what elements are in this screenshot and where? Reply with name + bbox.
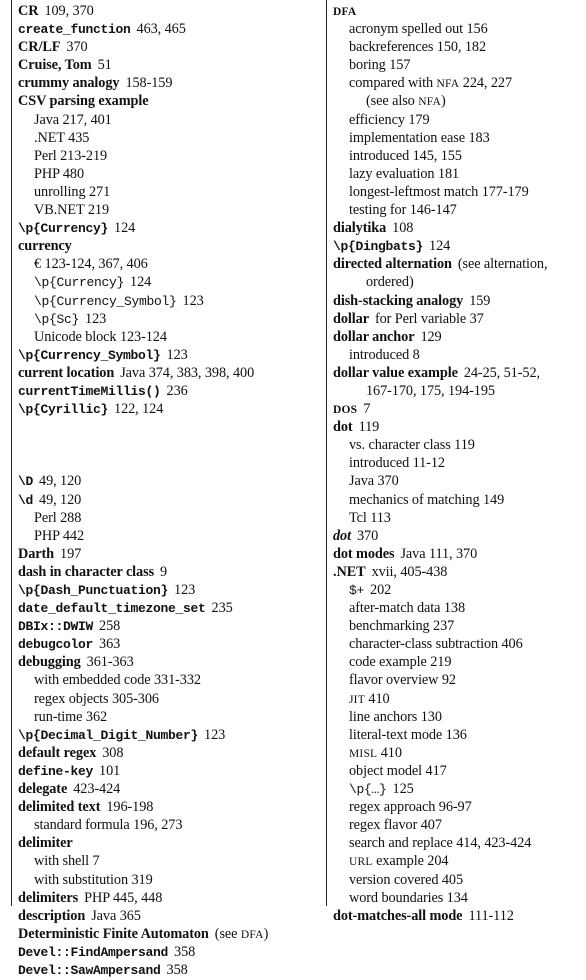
entry-text: 463, 465 [136, 21, 186, 38]
entry-text: delimiters [18, 889, 79, 906]
index-entry [18, 726, 322, 744]
index-column-left [18, 2, 322, 979]
entry-text: 111-112 [468, 907, 514, 924]
entry-text: word boundaries 134 [349, 889, 468, 906]
index-subentry [333, 798, 583, 816]
entry-text: Devel::FindAmpersand [18, 944, 169, 960]
entry-text: 361-363 [86, 654, 134, 671]
index-column-right [333, 2, 583, 925]
entry-text: efficiency 179 [349, 111, 430, 128]
index-subentry [333, 436, 583, 454]
entry-text: dot [333, 527, 351, 544]
entry-text: 358 [166, 961, 188, 978]
entry-text: Perl 288 [34, 509, 82, 526]
entry-text: 108 [392, 220, 414, 237]
entry-text: ) [263, 925, 269, 942]
entry-text: xvii, 405-438 [371, 563, 448, 580]
entry-text: 258 [99, 618, 121, 635]
entry-text: 124 [114, 220, 136, 237]
index-subentry [333, 382, 583, 400]
entry-text: 109, 370 [44, 3, 94, 19]
entry-text: example 204 [372, 853, 449, 870]
index-subentry [333, 201, 583, 219]
index-subentry [333, 635, 583, 653]
entry-text: dollar value example [333, 364, 458, 381]
index-entry [18, 364, 322, 382]
entry-text: VB.NET 219 [34, 202, 109, 219]
entry-text: delegate [18, 781, 68, 798]
entry-text: introduced 145, 155 [349, 147, 462, 164]
entry-text: currentTimeMillis() [18, 383, 161, 399]
spacer-line [18, 454, 322, 472]
entry-text: with shell 7 [34, 853, 100, 870]
entry-text: directed alternation [333, 256, 452, 273]
entry-text: .NET [333, 563, 366, 580]
index-subentry [333, 183, 583, 201]
entry-text: regex flavor 407 [349, 817, 442, 834]
entry-text: 159 [469, 292, 491, 309]
index-entry [18, 2, 322, 20]
entry-text: code example 219 [349, 654, 452, 671]
entry-text: € 123-124, 367, 406 [34, 256, 148, 273]
entry-text: DFA [240, 928, 264, 941]
entry-text: standard formula 196, 273 [34, 817, 183, 834]
entry-text: (see alternation, [457, 256, 548, 273]
index-subentry [333, 889, 583, 907]
index-subentry [333, 871, 583, 889]
index-entry [333, 237, 583, 255]
entry-text: \p{Dingbats} [333, 239, 424, 255]
entry-text: \p{Sc} [34, 311, 80, 327]
entry-text: Darth [18, 545, 55, 562]
index-entry [333, 545, 583, 563]
entry-text: 101 [99, 762, 121, 779]
entry-text: JIT [349, 693, 365, 706]
entry-text: Java 374, 383, 398, 400 [120, 364, 255, 381]
entry-text: 123 [204, 726, 226, 743]
entry-text: create_function [18, 22, 131, 38]
index-entry [18, 581, 322, 599]
index-subentry [18, 201, 322, 219]
entry-text: Java 217, 401 [34, 111, 112, 128]
entry-text: currency [18, 238, 72, 255]
entry-text: version covered 405 [349, 871, 464, 888]
entry-text: Perl 213-219 [34, 147, 108, 164]
entry-text: Deterministic Finite Automaton [18, 925, 209, 942]
index-entry [18, 346, 322, 364]
entry-text: default regex [18, 744, 97, 761]
entry-text: 49, 120 [39, 473, 82, 490]
entry-text: 370 [356, 527, 379, 544]
index-subentry [333, 346, 583, 364]
entry-text: CSV parsing example [18, 93, 149, 110]
index-entry [18, 943, 322, 961]
index-subentry [18, 328, 322, 346]
entry-text: Tcl 113 [349, 509, 391, 526]
entry-text: \p{Decimal_Digit_Number} [18, 727, 199, 743]
index-entry [18, 744, 322, 762]
index-subentry [18, 255, 322, 273]
entry-text: 24-25, 51-52, [463, 364, 540, 381]
entry-text: crummy analogy [18, 75, 120, 92]
index-subentry [18, 509, 322, 527]
index-subentry [18, 871, 322, 889]
entry-text: \p{Cyrillic} [18, 402, 109, 418]
entry-text: NFA [436, 78, 460, 91]
entry-text: 197 [60, 545, 82, 562]
entry-text: dialytika [333, 220, 387, 237]
entry-text: Cruise, Tom [18, 57, 92, 74]
index-subentry [18, 111, 322, 129]
index-entry [18, 653, 322, 671]
entry-text: 202 [370, 582, 392, 598]
index-subentry [333, 834, 583, 852]
index-subentry [333, 816, 583, 834]
entry-text: vs. character class 119 [349, 437, 475, 454]
index-entry [18, 762, 322, 780]
index-entry [18, 834, 322, 852]
spacer-line [18, 436, 322, 454]
entry-text: ) [440, 93, 446, 110]
index-entry [18, 491, 322, 509]
entry-text: CR [18, 3, 39, 19]
index-subentry [333, 581, 583, 599]
entry-text: character-class subtraction 406 [349, 636, 523, 653]
entry-text: 423-424 [73, 781, 121, 798]
entry-text: description [18, 907, 86, 924]
index-subentry [333, 472, 583, 490]
entry-text: after-match data 138 [349, 600, 465, 617]
index-subentry [333, 111, 583, 129]
entry-text: 123 [166, 346, 188, 363]
index-entry [333, 400, 583, 418]
entry-text: implementation ease 183 [349, 129, 490, 146]
entry-text: PHP 480 [34, 165, 85, 182]
entry-text: literal-text mode 136 [349, 726, 467, 743]
entry-text: PHP 445, 448 [84, 889, 163, 906]
index-subentry [18, 292, 322, 310]
entry-text: \p{Currency} [18, 221, 109, 237]
entry-text: define-key [18, 763, 94, 779]
entry-text: with embedded code 331-332 [34, 672, 201, 689]
entry-text: dollar [333, 310, 369, 327]
left-margin-rule [11, 0, 12, 906]
index-entry [18, 635, 322, 653]
entry-text: 358 [174, 943, 196, 960]
entry-text: 123 [182, 292, 204, 309]
index-subentry [18, 690, 322, 708]
entry-text: \D [18, 474, 34, 490]
index-subentry [333, 780, 583, 798]
index-entry [18, 907, 322, 925]
entry-text: regex approach 96-97 [349, 799, 472, 816]
entry-text: longest-leftmost match 177-179 [349, 183, 529, 200]
index-entry [18, 56, 322, 74]
entry-text: 410 [377, 744, 402, 761]
index-subentry [333, 726, 583, 744]
entry-text: delimited text [18, 799, 101, 816]
entry-text: Unicode block 123-124 [34, 328, 167, 345]
entry-text: Java 370 [349, 473, 399, 490]
index-subentry [333, 92, 583, 110]
spacer-line [18, 418, 322, 436]
index-subentry [18, 147, 322, 165]
entry-text: acronym spelled out 156 [349, 21, 488, 38]
entry-text: backreferences 150, 182 [349, 39, 487, 56]
entry-text: ordered) [366, 274, 414, 291]
index-entry [18, 889, 322, 907]
index-entry [333, 907, 583, 925]
entry-text: 7 [363, 401, 371, 418]
index-entry [18, 545, 322, 563]
entry-text: $+ [349, 583, 365, 598]
entry-text: line anchors 130 [349, 708, 442, 725]
entry-text: DOS [333, 404, 358, 417]
index-entry [18, 38, 322, 56]
index-subentry [333, 509, 583, 527]
index-entry [333, 328, 583, 346]
entry-text: PHP 442 [34, 527, 85, 544]
index-subentry [333, 599, 583, 617]
entry-text: 167-170, 175, 194-195 [366, 382, 495, 399]
entry-text: \p{Currency_Symbol} [18, 347, 161, 363]
entry-text: 158-159 [125, 75, 173, 92]
index-entry [18, 617, 322, 635]
entry-text: date_default_timezone_set [18, 601, 206, 617]
entry-text: 363 [99, 636, 121, 653]
index-entry [333, 364, 583, 382]
entry-text: dot modes [333, 545, 395, 562]
index-entry [18, 599, 322, 617]
entry-text: Java 111, 370 [400, 545, 478, 562]
entry-text: \p{Currency} [34, 275, 125, 291]
entry-text: with substitution 319 [34, 871, 153, 888]
entry-text: 235 [211, 600, 233, 617]
index-entry [18, 237, 322, 255]
entry-text: 125 [392, 781, 414, 798]
entry-text: 124 [130, 274, 152, 291]
column-divider-rule [326, 0, 327, 906]
index-entry [18, 780, 322, 798]
entry-text: 308 [102, 744, 124, 761]
entry-text: 236 [166, 382, 188, 399]
index-entry [18, 20, 322, 38]
entry-text: dollar anchor [333, 328, 415, 345]
index-subentry [333, 852, 583, 870]
index-entry [18, 74, 322, 92]
index-entry [333, 563, 583, 581]
index-entry [333, 418, 583, 436]
index-subentry [333, 653, 583, 671]
index-subentry [18, 852, 322, 870]
entry-text: current location [18, 364, 115, 381]
entry-text: Java 365 [91, 907, 141, 924]
entry-text: introduced 8 [349, 346, 420, 363]
index-subentry [333, 671, 583, 689]
index-subentry [18, 310, 322, 328]
index-subentry [333, 690, 583, 708]
index-subentry [333, 708, 583, 726]
entry-text: unrolling 271 [34, 183, 111, 200]
entry-text: search and replace 414, 423-424 [349, 835, 532, 852]
index-subentry [333, 20, 583, 38]
entry-text: benchmarking 237 [349, 618, 455, 635]
entry-text: \p{…} [349, 782, 387, 798]
index-entry [18, 563, 322, 581]
entry-text: debugging [18, 654, 81, 671]
entry-text: dish-stacking analogy [333, 292, 464, 309]
entry-text: 224, 227 [459, 75, 513, 92]
entry-text: introduced 11-12 [349, 455, 445, 472]
entry-text: 124 [429, 238, 451, 255]
entry-text: lazy evaluation 181 [349, 165, 460, 182]
index-entry [18, 382, 322, 400]
entry-text: testing for 146-147 [349, 202, 457, 219]
entry-text: CR/LF [18, 39, 61, 56]
entry-text: regex objects 305-306 [34, 690, 159, 707]
entry-text: 49, 120 [39, 491, 82, 508]
index-subentry [333, 762, 583, 780]
entry-text: 370 [66, 39, 88, 56]
index-subentry [333, 165, 583, 183]
index-subentry [333, 617, 583, 635]
entry-text: boring 157 [349, 57, 411, 74]
index-subentry [333, 56, 583, 74]
entry-text: dot [333, 419, 353, 436]
index-subentry [333, 38, 583, 56]
entry-text: .NET 435 [34, 129, 90, 146]
entry-text: 410 [364, 690, 390, 707]
entry-text: delimiter [18, 835, 73, 852]
entry-text: 123 [174, 582, 196, 598]
index-subentry [18, 671, 322, 689]
index-entry [18, 925, 322, 943]
entry-text: (see also [366, 93, 419, 110]
entry-text: \p{Dash_Punctuation} [18, 583, 169, 598]
index-subentry [333, 273, 583, 291]
index-subentry [18, 816, 322, 834]
index-entry [333, 310, 583, 328]
entry-text: 123 [85, 310, 107, 327]
index-subentry [18, 129, 322, 147]
index-entry [18, 92, 322, 110]
index-entry [18, 472, 322, 490]
entry-text: 119 [358, 419, 380, 436]
entry-text: \d [18, 492, 34, 508]
entry-text: DFA [333, 6, 357, 18]
index-entry [333, 255, 583, 273]
entry-text: flavor overview 92 [349, 672, 456, 689]
index-subentry [18, 183, 322, 201]
entry-text: (see [214, 925, 241, 942]
index-entry [333, 2, 583, 20]
entry-text: MISL [349, 747, 378, 760]
index-subentry [18, 708, 322, 726]
index-subentry [18, 165, 322, 183]
entry-text: 196-198 [106, 799, 154, 816]
entry-text: run-time 362 [34, 708, 108, 725]
entry-text: object model 417 [349, 762, 447, 779]
index-entry [18, 798, 322, 816]
index-subentry [18, 273, 322, 291]
entry-text: for Perl variable 37 [374, 310, 484, 327]
entry-text: Devel::SawAmpersand [18, 962, 161, 978]
entry-text: 129 [420, 328, 442, 345]
index-subentry [333, 147, 583, 165]
index-entry [18, 961, 322, 979]
index-entry [18, 219, 322, 237]
index-entry [333, 527, 583, 545]
index-subentry [333, 129, 583, 147]
entry-text: dash in character class [18, 563, 155, 580]
entry-text: dot-matches-all mode [333, 907, 463, 924]
index-entry [333, 292, 583, 310]
entry-text: compared with [349, 75, 437, 92]
index-subentry [333, 744, 583, 762]
entry-text: DBIx::DWIW [18, 619, 94, 635]
index-subentry [333, 491, 583, 509]
entry-text: NFA [418, 96, 441, 109]
entry-text: URL [349, 856, 373, 869]
index-subentry [18, 527, 322, 545]
entry-text: 9 [160, 563, 168, 580]
index-subentry [333, 454, 583, 472]
index-entry [333, 219, 583, 237]
entry-text: debugcolor [18, 637, 94, 653]
entry-text: \p{Currency_Symbol} [34, 293, 177, 309]
entry-text: 122, 124 [114, 401, 164, 418]
index-entry [18, 400, 322, 418]
index-subentry [333, 74, 583, 92]
entry-text: mechanics of matching 149 [349, 491, 505, 508]
entry-text: 51 [97, 57, 112, 74]
